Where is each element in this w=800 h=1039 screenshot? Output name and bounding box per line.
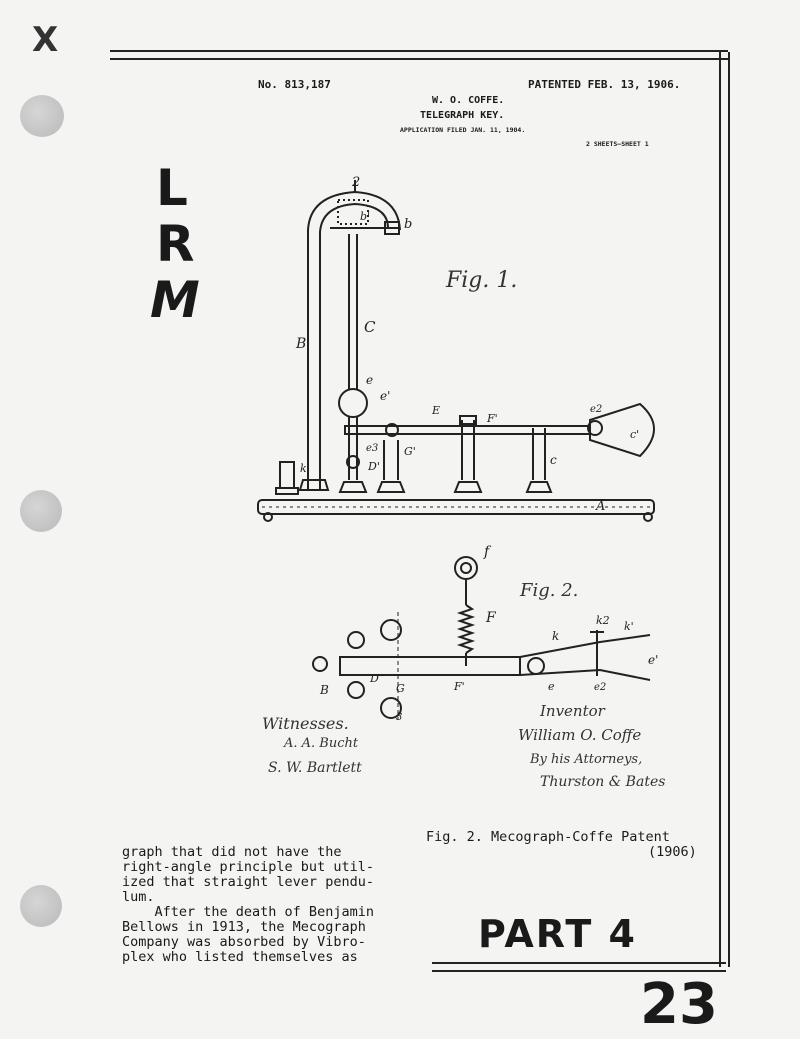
invention-title: TELEGRAPH KEY. (420, 110, 505, 121)
figure-1-label: Fig. 1. (446, 268, 518, 293)
logo-letter-l: L (156, 159, 186, 217)
svg-text:c: c (550, 453, 557, 467)
body-line: right-angle principle but util- (122, 859, 374, 875)
svg-text:E: E (432, 404, 441, 417)
application-line: APPLICATION FILED JAN. 11, 1904. (400, 126, 526, 134)
svg-text:k': k' (624, 620, 634, 633)
figure-1-drawing (258, 180, 654, 521)
logo-letter-r: R (156, 215, 193, 273)
inventor-signature: William O. Coffe (518, 726, 642, 744)
svg-text:3: 3 (396, 712, 403, 723)
body-line: After the death of Benjamin (122, 904, 374, 920)
svg-text:e': e' (648, 653, 659, 667)
inventor-label: Inventor (540, 702, 605, 720)
svg-text:D': D' (368, 460, 380, 473)
sheet-line: 2 SHEETS—SHEET 1 (586, 140, 649, 148)
svg-text:e2: e2 (590, 404, 603, 415)
figure-caption-line-2: (1906) (648, 844, 697, 860)
svg-text:2: 2 (352, 175, 361, 190)
svg-text:b: b (404, 217, 413, 232)
body-line: Bellows in 1913, the Mecograph (122, 919, 366, 935)
body-line: lum. (122, 889, 155, 905)
witnesses-label: Witnesses. (262, 714, 349, 733)
figure-2-label: Fig. 2. (520, 580, 579, 601)
svg-text:D: D (370, 672, 379, 685)
svg-text:b': b' (360, 210, 371, 223)
patent-number: No. 813,187 (258, 78, 331, 91)
svg-text:F': F' (454, 680, 465, 693)
section-heading: PART 4 (478, 912, 637, 956)
svg-text:e': e' (380, 389, 391, 403)
svg-text:e: e (548, 680, 555, 693)
page-number: 23 (640, 972, 718, 1037)
figure-2-letters (319, 544, 658, 723)
witness-1-signature: A. A. Bucht (284, 736, 359, 751)
attorneys-signature: Thurston & Bates (540, 774, 666, 790)
body-line: Company was absorbed by Vibro- (122, 934, 366, 950)
svg-text:f: f (484, 544, 490, 560)
svg-text:C: C (364, 318, 376, 336)
figure-caption-line-1: Fig. 2. Mecograph-Coffe Patent (426, 829, 670, 845)
svg-text:k: k (552, 629, 560, 643)
svg-text:e2: e2 (594, 682, 607, 693)
patented-date: PATENTED FEB. 13, 1906. (528, 78, 681, 91)
svg-text:B: B (320, 683, 329, 697)
body-line: graph that did not have the (122, 844, 342, 860)
svg-text:k: k (300, 462, 307, 475)
svg-text:G': G' (404, 445, 416, 458)
body-paragraph (122, 845, 374, 965)
body-line: plex who listed themselves as (122, 949, 358, 965)
by-attorneys: By his Attorneys, (530, 752, 643, 767)
witness-2-signature: S. W. Bartlett (268, 760, 362, 776)
figure-2-drawing (313, 557, 650, 720)
svg-text:c': c' (630, 428, 640, 441)
inventor-name: W. O. COFFE. (432, 95, 505, 106)
svg-text:B: B (296, 336, 307, 352)
svg-text:k2: k2 (596, 614, 610, 627)
logo-letter-m: M (150, 271, 198, 329)
svg-text:e: e (366, 373, 374, 387)
margin-x-mark: X (32, 20, 59, 60)
svg-text:e3: e3 (366, 443, 379, 454)
svg-text:F': F' (487, 412, 498, 425)
svg-text:A: A (596, 499, 606, 514)
body-line: ized that straight lever pendu- (122, 874, 374, 890)
svg-text:G: G (396, 682, 405, 695)
svg-text:F: F (486, 610, 496, 626)
